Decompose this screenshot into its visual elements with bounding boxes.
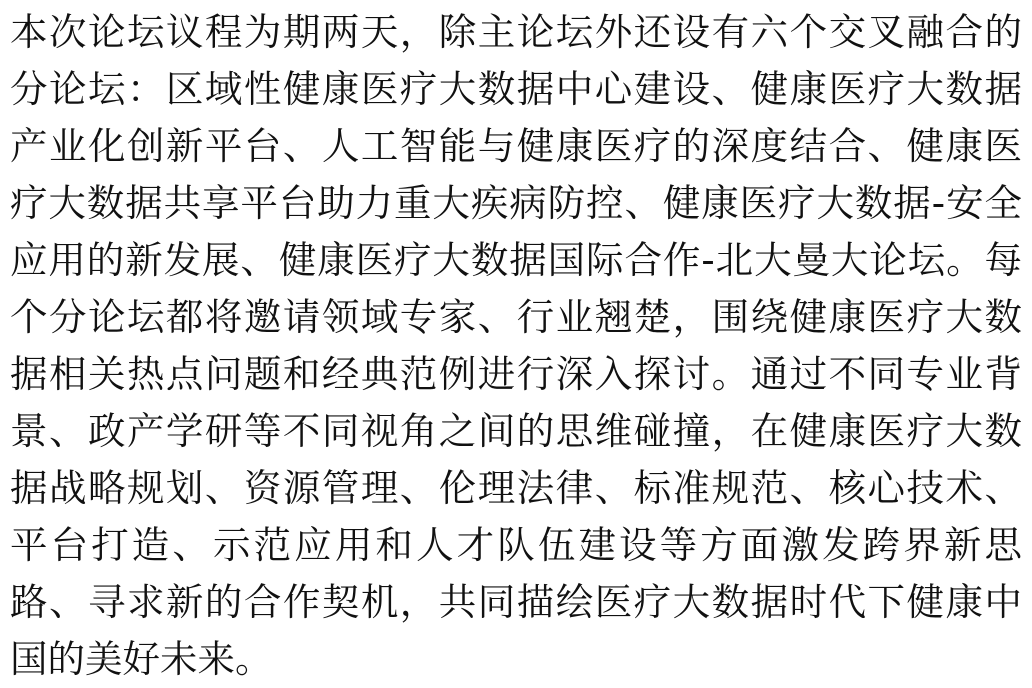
document-paragraph: 本次论坛议程为期两天，除主论坛外还设有六个交叉融合的分论坛：区域性健康医疗大数据中心建设、健康医疗大数据产业化创新平台、人工智能与健康医疗的深度结合、健康医疗大数据共享平台助力重大疾病防控、健康医疗大数据-安全应用的新发展、健康医疗大数据国际合作-北大曼大论坛。每个分论坛都将邀请领域专家、行业翘楚，围绕健康医疗大数据相关热点问题和经典范例进行深入探讨。通过不同专业背景、政产学研等不同视角之间的思维碰撞，在健康医疗大数据战略规划、资源管理、伦理法律、标准规范、核心技术、平台打造、示范应用和人才队伍建设等方面激发跨界新思路、寻求新的合作契机，共同描绘医疗大数据时代下健康中国的美好未来。 [10, 10, 1022, 681]
